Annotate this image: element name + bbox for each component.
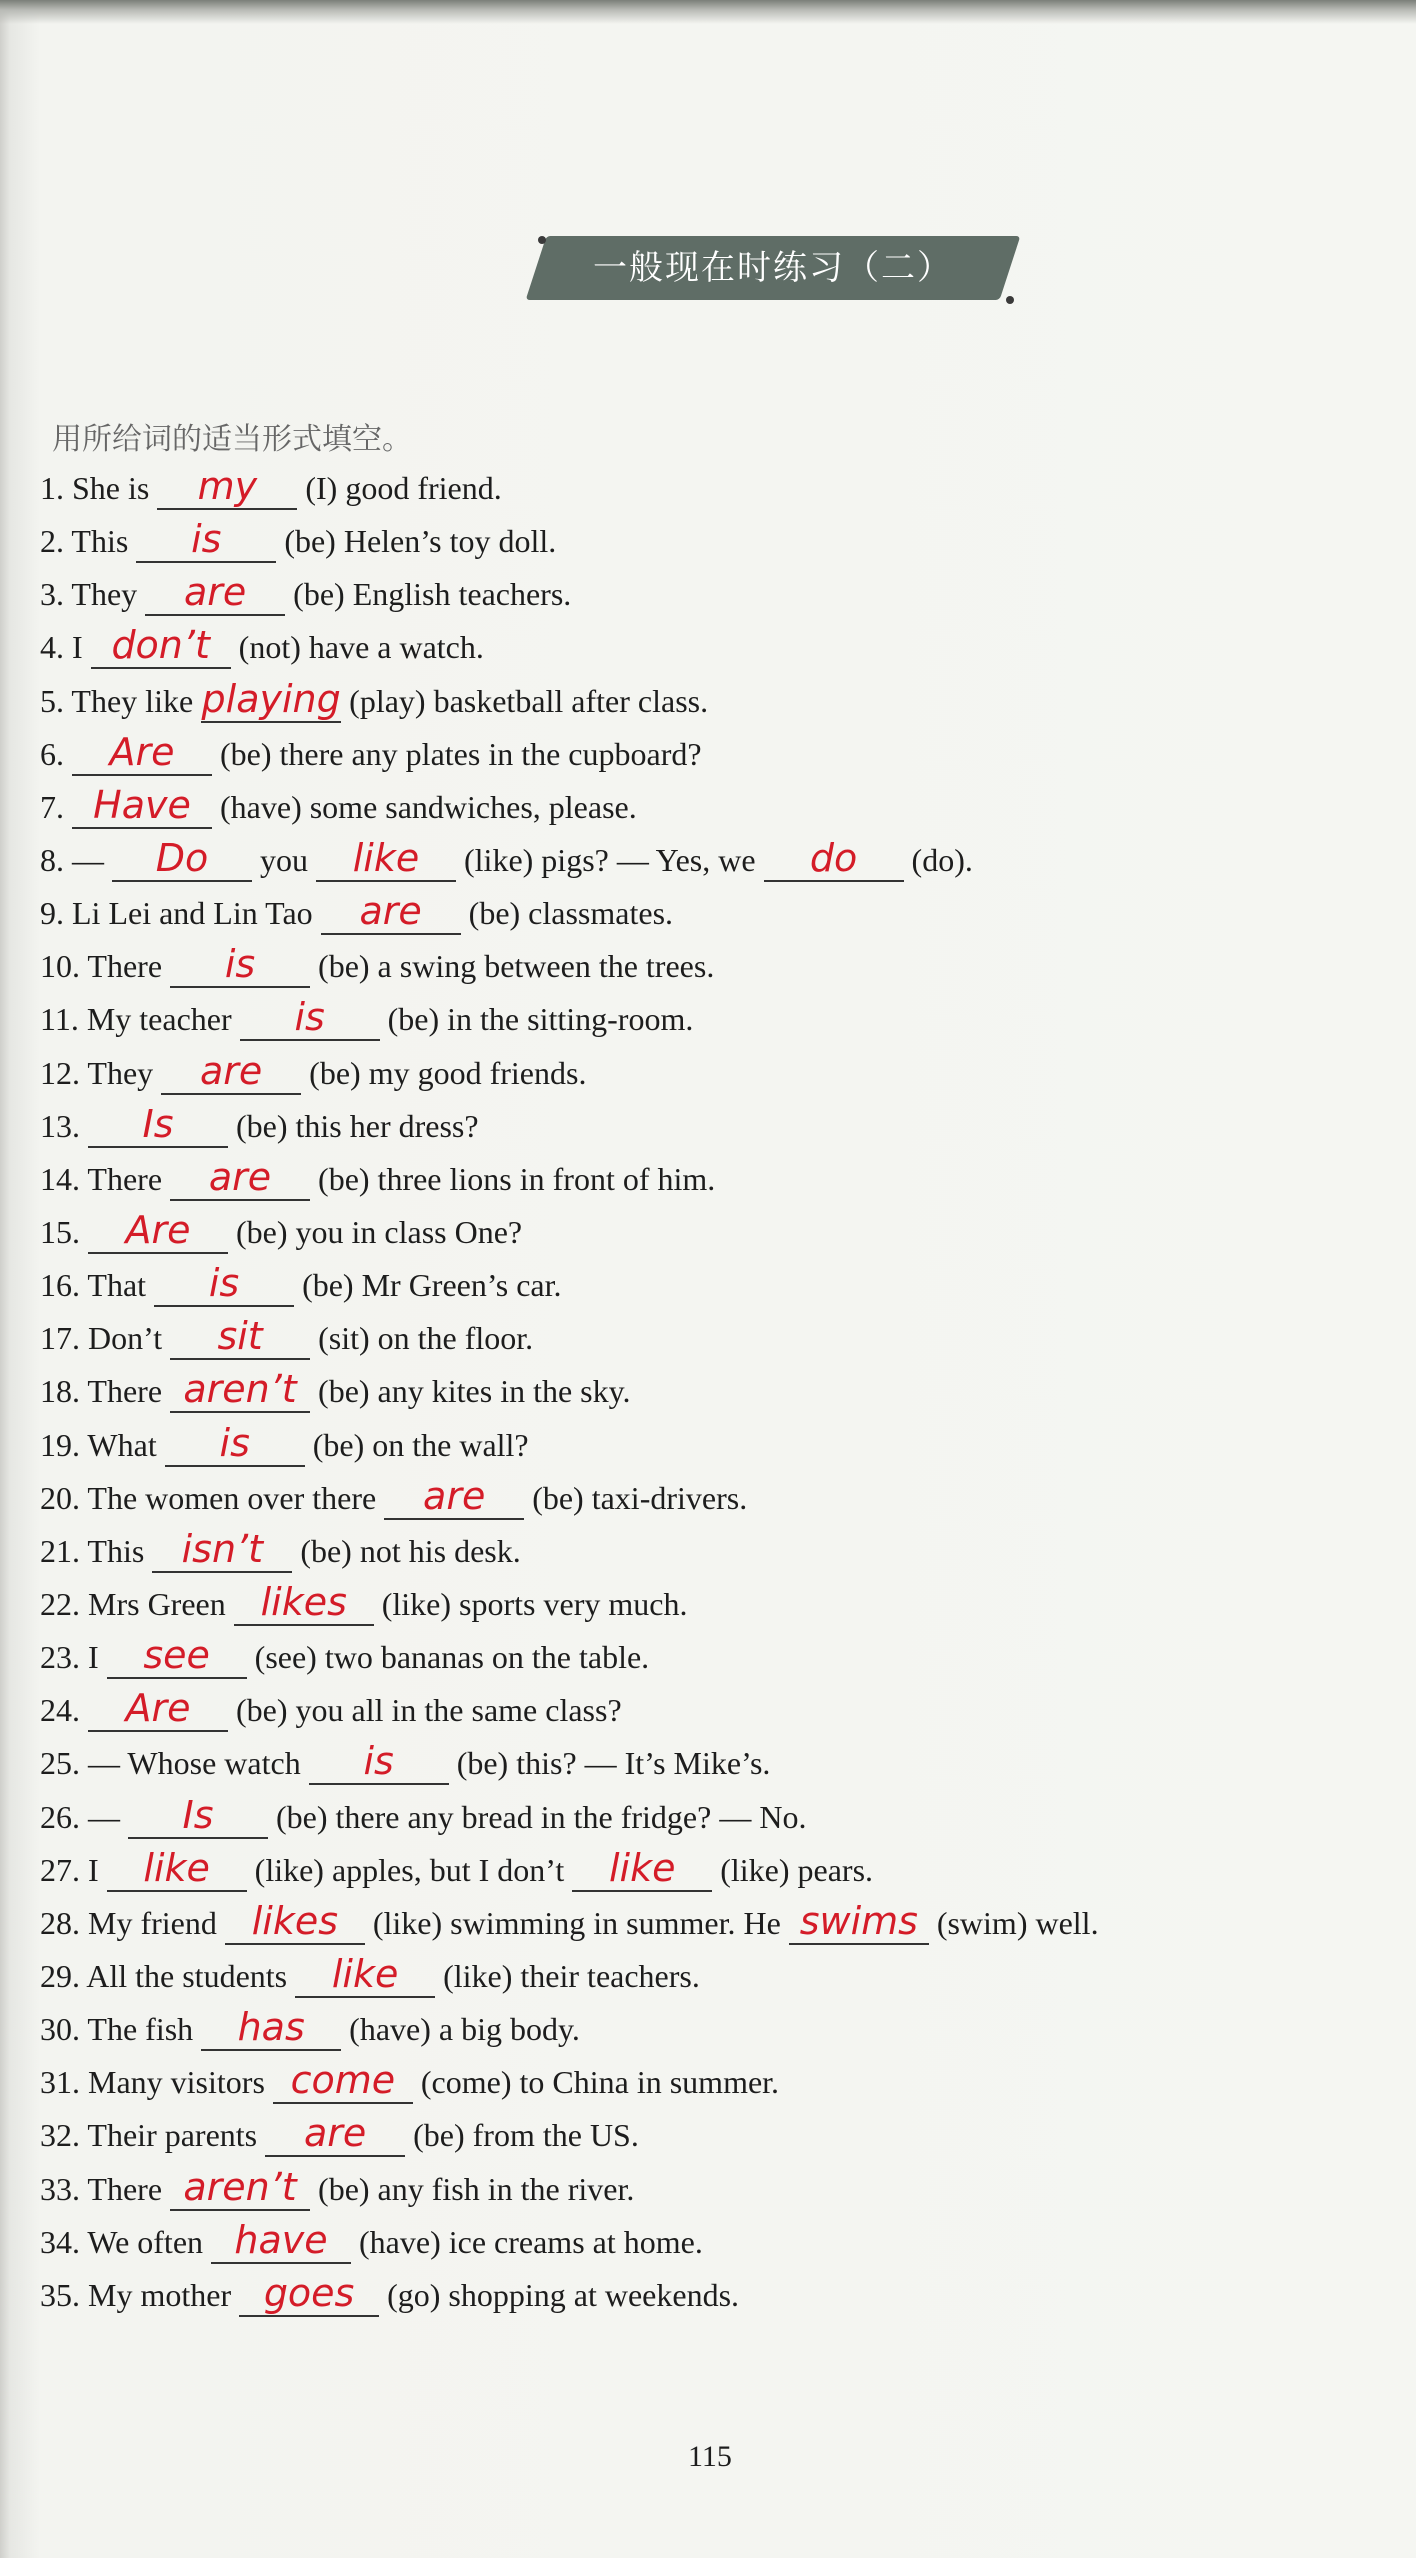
page-number: 115	[688, 2440, 732, 2473]
question-prefix: 29. All the students	[40, 1957, 288, 1994]
answer-blank[interactable]	[88, 1688, 228, 1732]
question-prefix: 26. —	[40, 1798, 120, 1835]
question-row	[40, 621, 1400, 674]
question-prefix: 18. There	[40, 1373, 163, 1410]
question-row	[40, 2003, 1400, 2056]
question-suffix: (like) sports very much.	[381, 1585, 688, 1622]
question-suffix: (be) taxi-drivers.	[532, 1479, 748, 1516]
handwritten-answer: is	[294, 995, 325, 1040]
question-prefix: 22. Mrs Green	[40, 1585, 226, 1622]
handwritten-answer: Is	[182, 1792, 214, 1837]
handwritten-answer: is	[191, 517, 222, 562]
question-suffix: (be) on the wall?	[312, 1426, 529, 1463]
question-prefix: 23. I	[40, 1639, 99, 1676]
question-prefix: 5. They like	[40, 682, 194, 719]
question-suffix: (be) in the sitting-room.	[387, 1001, 694, 1038]
answer-blank[interactable]	[165, 1420, 305, 1467]
question-row	[40, 1100, 1400, 1153]
answer-blank[interactable]	[72, 782, 212, 829]
question-prefix: 12. They	[40, 1054, 154, 1091]
question-suffix: (come) to China in summer.	[420, 2064, 780, 2101]
answer-blank[interactable]	[384, 1473, 524, 1520]
question-suffix: (be) my good friends.	[309, 1054, 587, 1091]
question-prefix: 32. Their parents	[40, 2117, 258, 2154]
question-row	[40, 1419, 1400, 1472]
question-prefix: 20. The women over there	[40, 1479, 377, 1516]
answer-blank[interactable]	[789, 1898, 929, 1945]
handwritten-answer: is	[363, 1739, 394, 1784]
question-prefix: 14. There	[40, 1160, 163, 1197]
handwritten-answer: do	[809, 835, 858, 880]
answer-blank[interactable]	[572, 1845, 712, 1892]
answer-blank[interactable]	[91, 625, 231, 669]
question-suffix: (be) not his desk.	[300, 1532, 521, 1569]
question-row	[40, 781, 1400, 834]
question-row	[40, 1259, 1400, 1312]
answer-blank[interactable]	[239, 2270, 379, 2317]
answer-blank[interactable]	[201, 676, 341, 723]
question-row	[40, 1950, 1400, 2003]
question-prefix: 10. There	[40, 948, 163, 985]
question-suffix: (like) their teachers.	[443, 1957, 700, 1994]
answer-blank[interactable]	[136, 519, 276, 563]
question-row	[40, 1206, 1400, 1259]
question-suffix: (be) any fish in the river.	[318, 2170, 635, 2207]
handwritten-answer: Is	[142, 1101, 174, 1146]
answer-blank[interactable]	[321, 891, 461, 935]
answer-blank[interactable]	[88, 1207, 228, 1254]
answer-blank[interactable]	[107, 1635, 247, 1679]
question-list	[40, 462, 1400, 2322]
question-suffix: (be) English teachers.	[293, 576, 572, 613]
question-suffix: (be) three lions in front of him.	[318, 1160, 716, 1197]
question-prefix: 2. This	[40, 523, 129, 560]
answer-blank[interactable]	[154, 1263, 294, 1307]
handwritten-answer: see	[143, 1633, 210, 1678]
question-prefix: 1. She is	[40, 470, 150, 506]
handwritten-answer: Are	[109, 729, 175, 774]
handwritten-answer: like	[331, 1951, 399, 1996]
handwritten-answer: are	[303, 2111, 367, 2156]
instruction: 用所给词的适当形式填空。	[52, 422, 412, 457]
question-prefix: 35. My mother	[40, 2276, 232, 2313]
question-row	[40, 1472, 1400, 1525]
question-prefix: 33. There	[40, 2170, 163, 2207]
question-suffix: (be) there any plates in the cupboard?	[220, 735, 702, 772]
question-row	[40, 728, 1400, 781]
handwritten-answer: has	[237, 2005, 305, 2050]
handwritten-answer: swims	[799, 1898, 918, 1943]
question-prefix: 7.	[40, 788, 64, 825]
handwritten-answer: are	[184, 570, 247, 615]
answer-blank[interactable]	[764, 835, 904, 882]
question-row	[40, 1153, 1400, 1206]
handwritten-answer: are	[200, 1048, 263, 1093]
question-suffix: (go) shopping at weekends.	[387, 2276, 740, 2313]
question-text: (like) swimming in summer. He	[372, 1904, 781, 1941]
question-row	[40, 568, 1400, 621]
answer-blank[interactable]	[145, 572, 285, 616]
question-row	[40, 1525, 1400, 1578]
handwritten-answer: goes	[263, 2270, 355, 2315]
question-prefix: 8. —	[40, 841, 104, 878]
question-suffix: (I) good friend.	[305, 470, 502, 506]
question-prefix: 19. What	[40, 1426, 157, 1463]
question-prefix: 9. Li Lei and Lin Tao	[40, 895, 313, 932]
answer-blank[interactable]	[211, 2217, 351, 2264]
handwritten-answer: playing	[201, 676, 341, 721]
answer-blank[interactable]	[112, 835, 252, 882]
handwritten-answer: like	[352, 835, 420, 880]
question-suffix: (be) Helen’s toy doll.	[284, 523, 557, 560]
question-prefix: 16. That	[40, 1267, 147, 1304]
handwritten-answer: are	[359, 889, 422, 934]
handwritten-answer: like	[143, 1845, 210, 1890]
answer-blank[interactable]	[157, 466, 297, 510]
answer-blank[interactable]	[128, 1792, 268, 1839]
question-prefix: 30. The fish	[40, 2011, 194, 2048]
question-suffix: (be) you in class One?	[236, 1213, 523, 1250]
question-suffix: (be) Mr Green’s car.	[302, 1267, 562, 1304]
question-suffix: (have) ice creams at home.	[359, 2223, 703, 2260]
handwritten-answer: come	[290, 2058, 396, 2103]
handwritten-answer: Are	[125, 1686, 191, 1731]
handwritten-answer: Are	[125, 1207, 191, 1252]
answer-blank[interactable]	[225, 1898, 365, 1945]
handwritten-answer: is	[219, 1420, 250, 1465]
question-row	[40, 940, 1400, 993]
question-suffix: (have) a big body.	[349, 2011, 580, 2048]
question-prefix: 31. Many visitors	[40, 2064, 265, 2101]
question-row	[40, 1312, 1400, 1365]
question-prefix: 21. This	[40, 1532, 145, 1569]
question-row	[40, 1844, 1400, 1897]
question-row	[40, 675, 1400, 728]
question-suffix: (be) any kites in the sky.	[318, 1373, 631, 1410]
answer-blank[interactable]	[161, 1048, 301, 1095]
question-row	[40, 462, 1400, 515]
question-prefix: 4. I	[40, 629, 83, 666]
handwritten-answer: don’t	[111, 623, 210, 668]
answer-blank[interactable]	[170, 1369, 310, 1413]
question-row	[40, 1897, 1400, 1950]
answer-blank[interactable]	[240, 997, 380, 1041]
question-suffix: (not) have a watch.	[238, 629, 484, 666]
question-suffix: (play) basketball after class.	[349, 682, 709, 719]
banner-dot-right	[1006, 296, 1014, 304]
question-row	[40, 2056, 1400, 2109]
page-edge-shadow	[0, 0, 1416, 24]
handwritten-answer: Do	[155, 835, 209, 880]
handwritten-answer: likes	[260, 1579, 347, 1624]
question-suffix: (be) there any bread in the fridge? — No.	[276, 1798, 807, 1835]
question-suffix: (be) this? — It’s Mike’s.	[456, 1745, 771, 1782]
answer-blank[interactable]	[170, 2164, 310, 2211]
handwritten-answer: Have	[93, 782, 191, 827]
question-row	[40, 1684, 1400, 1737]
question-row	[40, 887, 1400, 940]
answer-blank[interactable]	[170, 1316, 310, 1360]
page-title: 一般现在时练习（二）	[593, 248, 953, 288]
answer-blank[interactable]	[309, 1741, 449, 1785]
question-row	[40, 2269, 1400, 2322]
handwritten-answer: are	[208, 1154, 272, 1199]
question-suffix: (be) a swing between the trees.	[318, 948, 715, 985]
question-row	[40, 1047, 1400, 1100]
handwritten-answer: are	[423, 1473, 486, 1518]
handwritten-answer: isn’t	[181, 1526, 264, 1571]
answer-blank[interactable]	[170, 1154, 310, 1201]
answer-blank[interactable]	[273, 2060, 413, 2104]
question-suffix: (be) from the US.	[413, 2117, 639, 2154]
question-prefix: 28. My friend	[40, 1904, 217, 1941]
question-suffix: (swim) well.	[936, 1904, 1099, 1941]
handwritten-answer: my	[197, 464, 258, 508]
question-prefix: 15.	[40, 1213, 80, 1250]
handwritten-answer: have	[234, 2217, 328, 2262]
handwritten-answer: likes	[251, 1898, 339, 1943]
question-row	[40, 1791, 1400, 1844]
question-suffix: (sit) on the floor.	[318, 1320, 534, 1357]
handwritten-answer: aren’t	[183, 1367, 297, 1412]
question-row	[40, 2163, 1400, 2216]
question-prefix: 6.	[40, 735, 64, 772]
question-row	[40, 993, 1400, 1046]
question-suffix: (be) you all in the same class?	[236, 1692, 622, 1729]
question-suffix: (have) some sandwiches, please.	[220, 788, 637, 825]
question-suffix: (do).	[911, 841, 973, 878]
question-row	[40, 515, 1400, 568]
question-prefix: 17. Don’t	[40, 1320, 163, 1357]
question-prefix: 27. I	[40, 1851, 99, 1888]
answer-blank[interactable]	[107, 1845, 247, 1892]
answer-blank[interactable]	[316, 835, 456, 882]
question-text: (like) pigs? — Yes, we	[464, 841, 756, 878]
question-suffix: (be) this her dress?	[236, 1107, 479, 1144]
answer-blank[interactable]	[170, 944, 310, 988]
question-prefix: 13.	[40, 1107, 80, 1144]
question-prefix: 34. We often	[40, 2223, 204, 2260]
question-prefix: 3. They	[40, 576, 138, 613]
question-prefix: 25. — Whose watch	[40, 1745, 301, 1782]
question-suffix: (see) two bananas on the table.	[254, 1639, 650, 1676]
question-suffix: (be) classmates.	[468, 895, 674, 932]
answer-blank[interactable]	[72, 729, 212, 776]
handwritten-answer: is	[224, 942, 256, 987]
question-prefix: 24.	[40, 1692, 80, 1729]
question-row	[40, 2109, 1400, 2162]
handwritten-answer: sit	[217, 1314, 263, 1359]
question-row	[40, 1365, 1400, 1418]
question-prefix: 11. My teacher	[40, 1001, 232, 1038]
answer-blank[interactable]	[295, 1951, 435, 1998]
answer-blank[interactable]	[201, 2007, 341, 2051]
question-text: you	[260, 841, 308, 878]
answer-blank[interactable]	[234, 1579, 374, 1626]
question-row	[40, 1737, 1400, 1790]
banner-dot-left	[538, 236, 546, 244]
answer-blank[interactable]	[265, 2113, 405, 2157]
handwritten-answer: like	[608, 1845, 676, 1890]
question-row	[40, 2216, 1400, 2269]
question-suffix: (like) pears.	[720, 1851, 874, 1888]
question-row	[40, 1631, 1400, 1684]
question-text: (like) apples, but I don’t	[254, 1851, 565, 1888]
question-row	[40, 834, 1400, 887]
handwritten-answer: aren’t	[183, 2164, 297, 2209]
question-row	[40, 1578, 1400, 1631]
handwritten-answer: is	[208, 1261, 240, 1306]
answer-blank[interactable]	[88, 1101, 228, 1148]
answer-blank[interactable]	[152, 1526, 292, 1573]
